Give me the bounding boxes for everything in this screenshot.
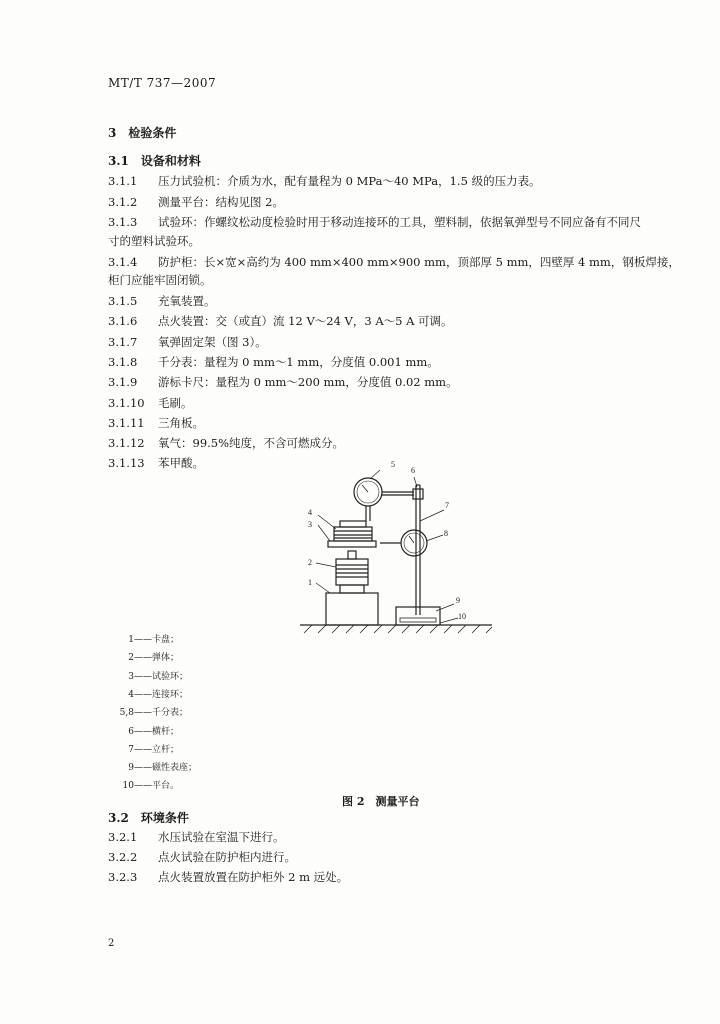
legend-number: 10 — [122, 781, 134, 791]
legend-text: ——弹体； — [134, 653, 180, 663]
item-number: 3.1.12 — [108, 436, 145, 450]
item-number: 3.1.7 — [108, 335, 138, 349]
figure-label-8: 8 — [444, 529, 448, 538]
legend-number: 5,8 — [119, 708, 134, 718]
legend-text: ——平台。 — [134, 781, 180, 791]
legend-number: 3 — [128, 672, 134, 682]
chuck-base — [326, 593, 378, 625]
item-3-1-9 — [108, 374, 688, 390]
legend-text: ——千分表； — [134, 708, 189, 718]
item-number: 3.2.3 — [108, 870, 138, 884]
measurement-platform-figure — [296, 455, 496, 635]
bomb-body — [336, 559, 368, 585]
item-text: 测量平台：结构见图 2。 — [158, 195, 284, 209]
item-number: 3.2.2 — [108, 850, 138, 864]
section-3-title: 检验条件 — [128, 126, 177, 140]
item-number: 3.1.6 — [108, 314, 138, 328]
chuck-jaw — [340, 585, 364, 593]
item-number: 3.1.9 — [108, 375, 138, 389]
item-3-1-4 — [108, 254, 688, 270]
figure-label-9: 9 — [456, 596, 460, 605]
figure-label-2: 2 — [308, 558, 312, 567]
item-3-2-2 — [108, 849, 688, 865]
item-3-1-5 — [108, 293, 688, 309]
figure-caption: 图 2 测量平台 — [342, 795, 420, 808]
legend-item — [108, 687, 188, 700]
legend-number: 2 — [128, 653, 134, 663]
item-number: 3.2.1 — [108, 830, 138, 844]
item-number: 3.1.3 — [108, 215, 138, 229]
item-text: 点火装置：交（或直）流 12 V～24 V，3 A～5 A 可调。 — [158, 314, 453, 328]
legend-number: 4 — [128, 690, 134, 700]
item-number: 3.1.5 — [108, 294, 138, 308]
item-3-1-1 — [108, 173, 688, 189]
figure-label-10: 10 — [458, 612, 466, 621]
item-text: 游标卡尺：量程为 0 mm～200 mm，分度值 0.02 mm。 — [158, 375, 458, 389]
item-text: 氧气：99.5%纯度，不含可燃成分。 — [158, 436, 345, 450]
legend-item — [108, 705, 188, 718]
item-3-2-1 — [108, 829, 688, 845]
legend-item — [108, 778, 179, 791]
legend-text: ——磁性表座； — [134, 763, 198, 773]
figure-label-7: 7 — [445, 501, 449, 510]
item-number: 3.1.2 — [108, 195, 138, 209]
item-3-1-6 — [108, 313, 688, 329]
item-3-1-12 — [108, 435, 688, 451]
item-number: 3.1.4 — [108, 255, 138, 269]
item-3-1-4-continued: 柜门应能牢固闭锁。 — [108, 273, 212, 287]
standard-code: MT/T 737—2007 — [108, 76, 217, 90]
item-number: 3.1.8 — [108, 355, 138, 369]
legend-text: ——连接环； — [134, 690, 189, 700]
section-3-1-title: 设备和材料 — [140, 154, 201, 168]
item-number: 3.1.13 — [108, 456, 145, 470]
legend-item — [108, 742, 179, 755]
item-number: 3.1.10 — [108, 396, 145, 410]
item-number: 3.1.11 — [108, 416, 145, 430]
figure-label-3: 3 — [308, 520, 312, 529]
platform-hatching — [304, 625, 492, 633]
item-3-1-8 — [108, 354, 688, 370]
section-3-number: 3 — [108, 126, 117, 140]
item-text: 千分表：量程为 0 mm～1 mm，分度值 0.001 mm。 — [158, 355, 439, 369]
item-text: 点火装置放置在防护柜外 2 m 远处。 — [158, 870, 349, 884]
legend-item — [108, 669, 188, 682]
figure-label-5: 5 — [391, 460, 395, 469]
test-ring — [328, 541, 376, 547]
section-3-heading — [108, 124, 176, 141]
item-3-2-3 — [108, 869, 688, 885]
item-text: 毛刷。 — [158, 396, 193, 410]
item-3-1-7 — [108, 334, 688, 350]
item-text: 充氧装置。 — [158, 294, 216, 308]
item-3-1-3-continued: 寸的塑料试验环。 — [108, 234, 200, 248]
item-text: 防护柜：长×宽×高约为 400 mm×400 mm×900 mm，顶部厚 5 mm，四壁厚 4 mm，钢板焊接， — [158, 255, 680, 269]
legend-number: 1 — [128, 635, 134, 645]
item-text: 试验环：作螺纹松动度检验时用于移动连接环的工具，塑料制，依据氧弹型号不同应备有不同尺 — [158, 215, 641, 229]
item-text: 水压试验在室温下进行。 — [158, 830, 285, 844]
page-number: 2 — [108, 938, 115, 949]
figure-label-4: 4 — [308, 508, 312, 517]
legend-text: ——横杆； — [134, 727, 180, 737]
legend-item — [108, 760, 197, 773]
connecting-ring — [334, 527, 372, 541]
item-3-1-2 — [108, 194, 688, 210]
legend-number: 7 — [128, 745, 134, 755]
legend-item — [108, 632, 179, 645]
legend-item — [108, 724, 179, 737]
item-text: 点火试验在防护柜内进行。 — [158, 850, 296, 864]
item-3-1-10 — [108, 395, 688, 411]
figure-label-1: 1 — [308, 578, 312, 587]
legend-number: 6 — [128, 727, 134, 737]
item-3-1-11 — [108, 415, 688, 431]
legend-number: 9 — [128, 763, 134, 773]
section-3-1-number: 3.1 — [108, 154, 129, 168]
legend-item — [108, 650, 179, 663]
legend-text: ——立杆； — [134, 745, 180, 755]
figure-label-6: 6 — [411, 466, 415, 475]
item-text: 苯甲酸。 — [158, 456, 204, 470]
item-text: 氧弹固定架（图 3）。 — [158, 335, 267, 349]
section-3-2-number: 3.2 — [108, 811, 129, 825]
item-text: 三角板。 — [158, 416, 204, 430]
legend-text: ——试验环； — [134, 672, 189, 682]
item-3-1-3 — [108, 214, 688, 230]
item-number: 3.1.1 — [108, 174, 138, 188]
section-3-1-heading — [108, 152, 201, 169]
item-text: 压力试验机：介质为水，配有量程为 0 MPa～40 MPa，1.5 级的压力表。 — [158, 174, 541, 188]
section-3-2-title: 环境条件 — [140, 811, 189, 825]
legend-text: ——卡盘； — [134, 635, 180, 645]
section-3-2-heading — [108, 809, 189, 826]
